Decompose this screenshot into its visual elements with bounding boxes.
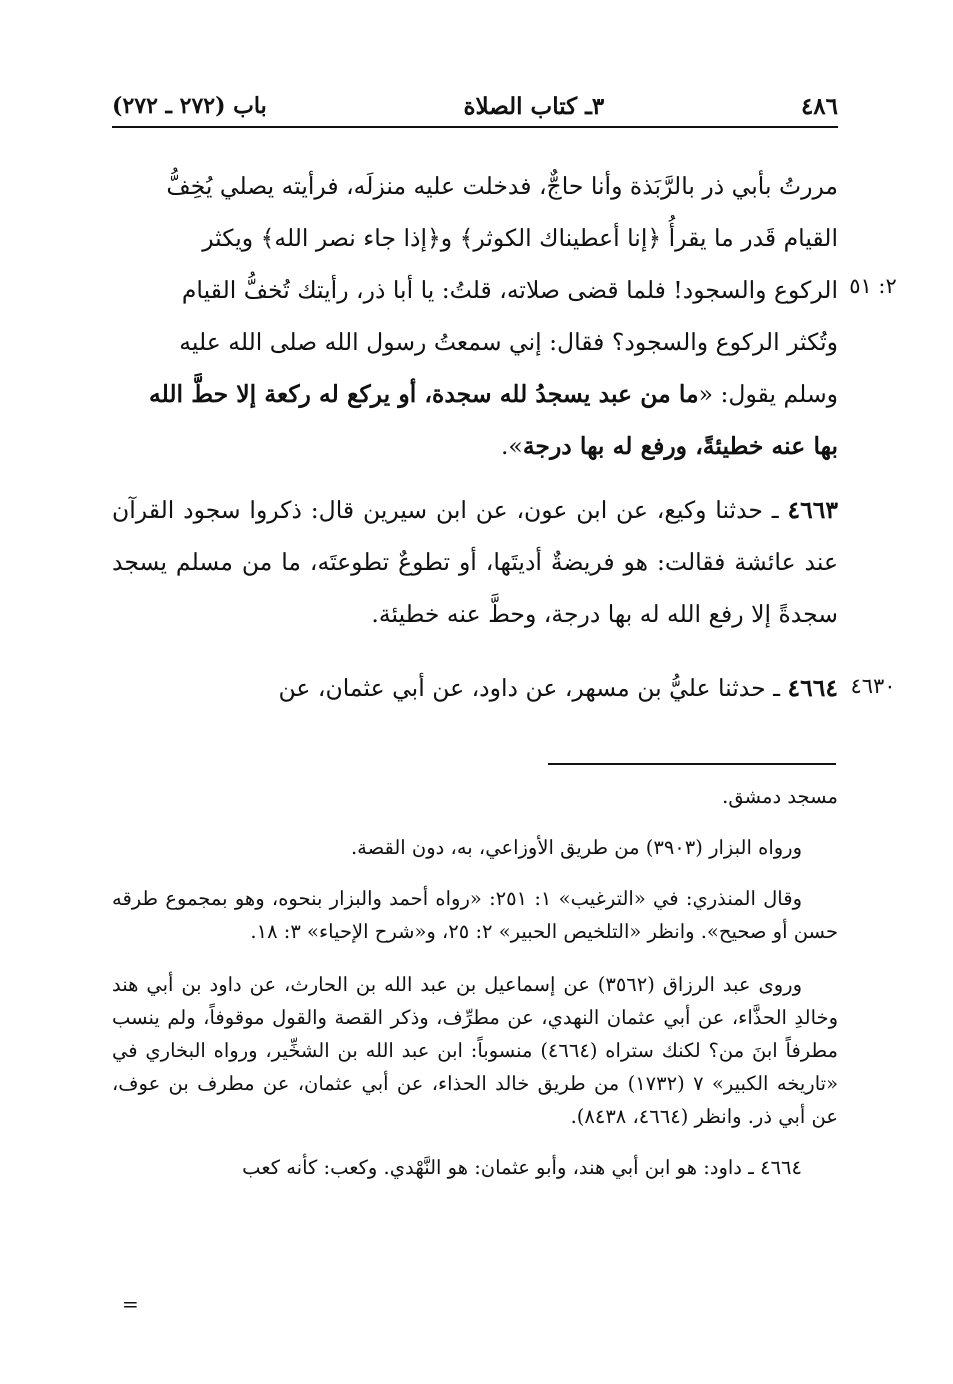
hadith-text: ـ حدثنا عليُّ بن مسهر، عن داود، عن أبي عثمان، عن bbox=[278, 674, 781, 702]
text-line bbox=[112, 368, 838, 420]
text-line: القيام قَدر ما يقرأُ ﴿إنا أعطيناك الكوثر﴾ و﴿إذا جاء نصر الله﴾ ويكثر bbox=[202, 224, 838, 252]
footnotes bbox=[112, 780, 838, 1184]
hadith-number: ٤٦٦٣ bbox=[787, 496, 838, 524]
book-title: ٣ـ كتاب الصلاة bbox=[463, 92, 605, 120]
footnote: وقال المنذري: في «الترغيب» ١: ٢٥١: «رواه أحمد والبزار بنحوه، وهو بمجموع طرقه حسن أو صحيح». وانظر «التلخيص الحبير» ٢: ٢٥، و«شرح الإحياء» ٣: ١٨. bbox=[112, 887, 838, 943]
continuation-mark: = bbox=[122, 1292, 139, 1316]
footnote: ورواه البزار (٣٩٠٣) من طريق الأوزاعي، به، دون القصة. bbox=[350, 836, 802, 859]
footnote: وروى عبد الرزاق (٣٥٦٢) عن إسماعيل بن عبد الله بن الحارث، عن داود بن أبي هند وخالدِ الحذَّاء، عن أبي عثمان النهدي، عن مطرِّف، وذكر القصة والقول موقوفاً، ولم ينسب مطرفاً ابنَ من؟ لكنك ستراه (٤٦٦٤) منسوباً: ابن عبد الله بن الشخِّير، ورواه البخاري في «تاريخه الكبير» ٧ (١٧٣٢) من طريق خالد الحذاء، عن أبي عثمان، عن مطرف بن عوف، عن أبي ذر. وانظر (٤٦٦٤، ٨٤٣٨). bbox=[112, 973, 839, 1128]
hadith-number: ٤٦٦٤ bbox=[787, 674, 838, 702]
margin-reference: ٤٦٣٠ bbox=[850, 674, 896, 698]
text-line: الركوع والسجود! فلما قضى صلاته، قلتُ: يا أبا ذر، رأيتك تُخفُّ القيام bbox=[181, 276, 838, 304]
text-line: مررتُ بأبي ذر بالرَّبَذة وأنا حاجٌّ، فدخلت عليه منزلَه، فرأيته يصلي يُخِفُّ bbox=[166, 172, 838, 200]
text-line: وتُكثر الركوع والسجود؟ فقال: إني سمعتُ رسول الله صلى الله عليه bbox=[179, 328, 838, 356]
text-line bbox=[112, 420, 838, 472]
hadith-4664 bbox=[112, 662, 838, 714]
footnote: مسجد دمشق. bbox=[722, 785, 838, 808]
hadith-text-continued bbox=[112, 160, 838, 472]
hadith-4663 bbox=[112, 484, 838, 640]
prophetic-saying: بها عنه خطيئةً، ورفع له بها درجة bbox=[522, 432, 838, 460]
margin-reference: ٢: ٥١ bbox=[849, 274, 897, 298]
footnote-separator bbox=[548, 763, 836, 765]
prophetic-saying: ما من عبد يسجدُ لله سجدة، أو يركع له ركعة إلا حطَّ الله bbox=[149, 380, 699, 408]
text-run: وسلم يقول: « bbox=[698, 380, 838, 408]
footnote: ٤٦٦٤ ـ داود: هو ابن أبي هند، وأبو عثمان: هو النَّهْدي. وكعب: كأنه كعب bbox=[242, 1156, 802, 1179]
page-header bbox=[112, 86, 838, 128]
chapter-heading: باب (٢٧٢ ـ ٢٧٢) bbox=[112, 93, 267, 119]
hadith-text: ـ حدثنا وكيع، عن ابن عون، عن ابن سيرين قال: ذكروا سجود القرآن عند عائشة فقالت: هو فريضةٌ أديتَها، أو تطوعٌ تطوعتَه، ما من مسلم يسجد سجدةً إلا رفع الله له بها درجة، وحطَّ عنه خطيئة. bbox=[112, 496, 838, 628]
page-number: ٤٨٦ bbox=[800, 92, 838, 120]
text-run: ». bbox=[500, 432, 523, 460]
